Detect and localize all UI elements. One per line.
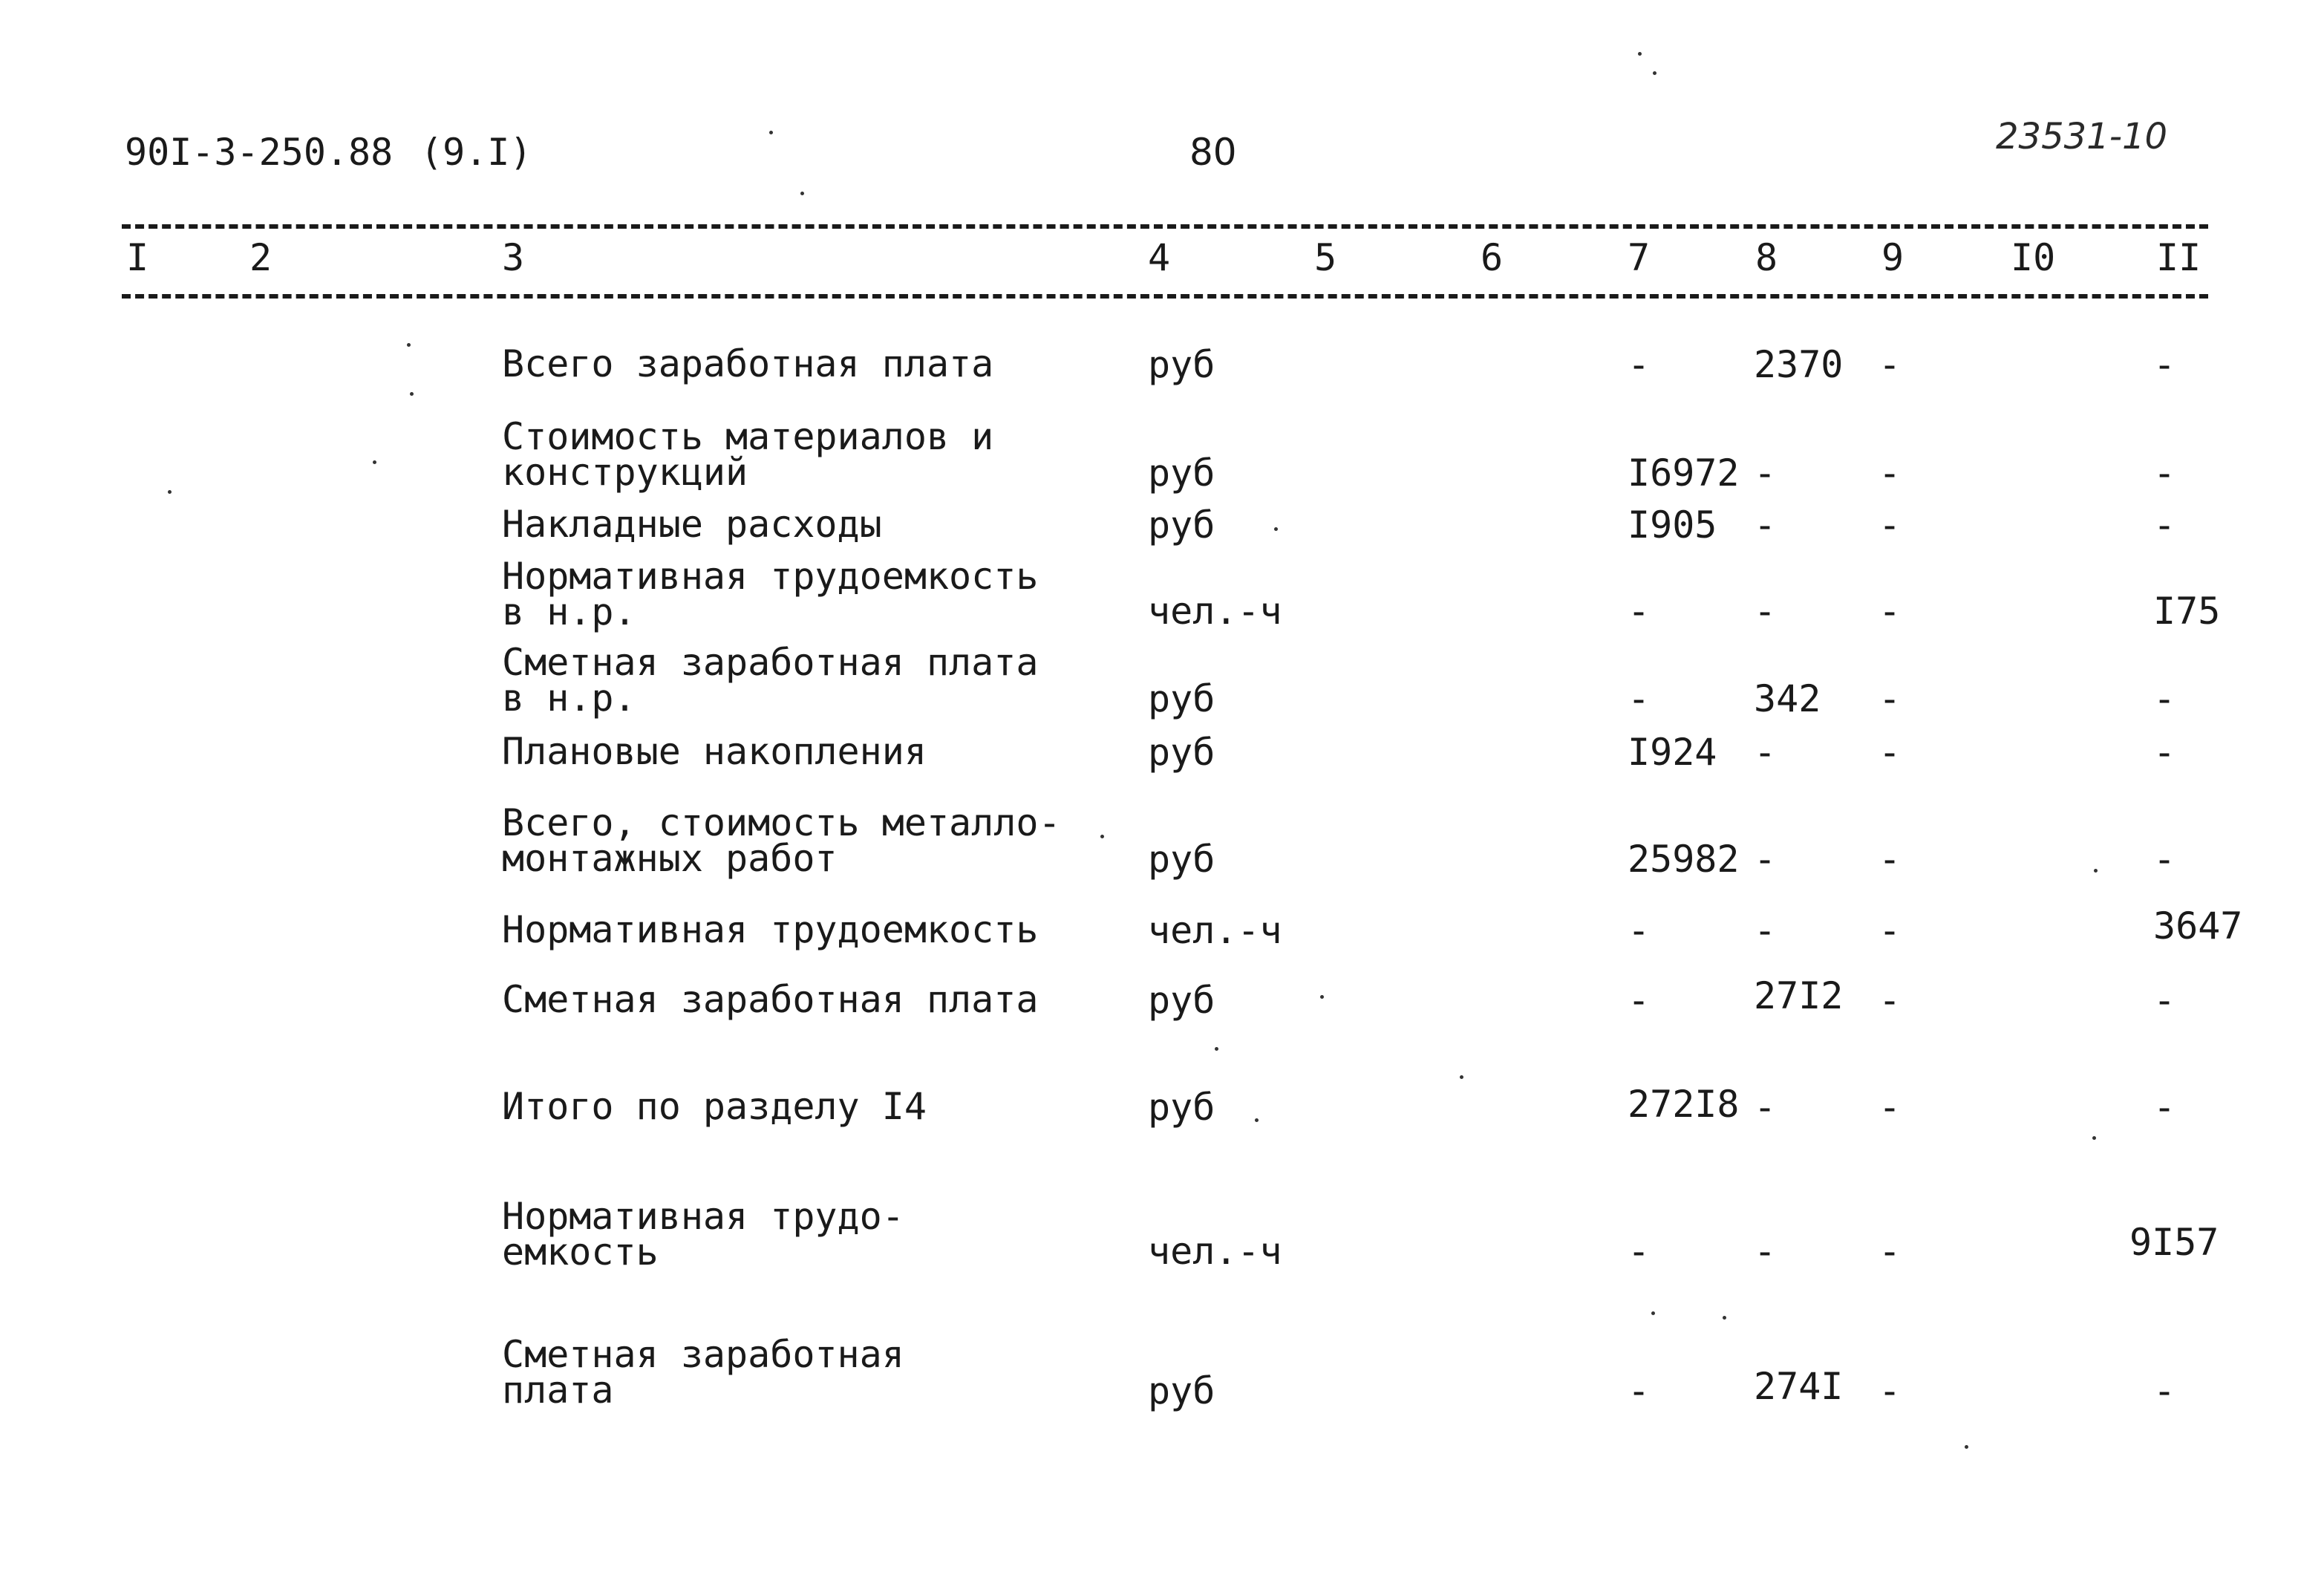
row-value-col8: 342	[1754, 677, 1821, 720]
row-value-col8: -	[1754, 838, 1777, 881]
row-description: Сметная заработная плата	[502, 1333, 904, 1412]
row-unit: чел.-ч	[1148, 590, 1282, 633]
column-number-9: 9	[1881, 236, 1904, 279]
row-value-col8: 27I2	[1754, 974, 1844, 1017]
scan-speck	[1653, 71, 1656, 75]
row-description: Сметная заработная плата в н.р.	[502, 641, 1039, 720]
row-description: Накладные расходы	[502, 503, 882, 546]
scan-speck	[1215, 1047, 1218, 1051]
scan-speck	[1320, 995, 1324, 999]
scan-speck	[1965, 1445, 1968, 1449]
row-value-col8: -	[1754, 590, 1777, 633]
row-value-col11: -	[2153, 451, 2176, 495]
row-description: Плановые накопления	[502, 730, 927, 773]
row-value-col8: 2370	[1754, 343, 1844, 386]
scan-speck	[1460, 1075, 1463, 1079]
row-value-col7: -	[1628, 909, 1651, 952]
row-value-col9: -	[1879, 451, 1902, 495]
row-value-col9: -	[1879, 979, 1902, 1022]
row-value-col9: -	[1879, 1230, 1902, 1273]
header-bottom-rule	[122, 294, 2208, 299]
row-unit: руб	[1148, 979, 1215, 1022]
row-unit: чел.-ч	[1148, 909, 1282, 952]
column-number-8: 8	[1755, 236, 1778, 279]
row-value-col8: -	[1754, 909, 1777, 952]
row-unit: руб	[1148, 677, 1215, 720]
row-value-col7: 272I8	[1628, 1083, 1740, 1126]
row-value-col8: -	[1754, 1086, 1777, 1129]
row-value-col11: -	[2153, 343, 2176, 386]
row-value-col9: -	[1879, 1369, 1902, 1412]
row-value-col8: -	[1754, 451, 1777, 495]
row-value-col7: -	[1628, 590, 1651, 633]
column-number-7: 7	[1628, 236, 1651, 279]
scan-speck	[1638, 52, 1642, 56]
scan-speck	[800, 192, 804, 195]
row-description: Итого по разделу I4	[502, 1085, 927, 1128]
row-value-col7: -	[1628, 343, 1651, 386]
column-number-10: I0	[2011, 236, 2056, 279]
row-description: Нормативная трудо- емкость	[502, 1195, 904, 1274]
scan-speck	[1274, 527, 1278, 531]
row-unit: руб	[1148, 1086, 1215, 1129]
section-code: (9.I)	[420, 131, 532, 174]
row-value-col9: -	[1879, 343, 1902, 386]
row-value-col11: I75	[2153, 590, 2221, 633]
row-value-col11: -	[2153, 979, 2176, 1022]
row-value-col9: -	[1879, 1086, 1902, 1129]
row-value-col7: I905	[1628, 503, 1717, 547]
row-value-col8: -	[1754, 731, 1777, 774]
row-value-col11: -	[2153, 1369, 2176, 1412]
row-unit: руб	[1148, 731, 1215, 774]
column-number-1: I	[126, 236, 149, 279]
scan-speck	[410, 392, 414, 396]
row-value-col7: -	[1628, 1369, 1651, 1412]
column-number-6: 6	[1481, 236, 1504, 279]
scan-speck	[1255, 1118, 1259, 1122]
header-top-rule	[122, 224, 2208, 229]
column-number-11: II	[2156, 236, 2201, 279]
scan-speck	[1723, 1316, 1726, 1320]
row-value-col7: -	[1628, 979, 1651, 1022]
row-value-col9: -	[1879, 909, 1902, 952]
scan-speck	[407, 343, 411, 347]
row-value-col11: 9I57	[2129, 1221, 2219, 1264]
row-value-col11: -	[2153, 503, 2176, 547]
row-description: Нормативная трудоемкость	[502, 908, 1039, 951]
row-value-col7: I924	[1628, 731, 1717, 774]
row-value-col11: -	[2153, 731, 2176, 774]
row-value-col9: -	[1879, 677, 1902, 720]
column-number-4: 4	[1148, 236, 1171, 279]
row-description: Стоимость материалов и конструкций	[502, 415, 994, 494]
row-description: Сметная заработная плата	[502, 978, 1039, 1021]
scan-speck	[168, 490, 172, 494]
row-value-col8: 274I	[1754, 1365, 1844, 1408]
row-value-col9: -	[1879, 838, 1902, 881]
row-value-col11: -	[2153, 677, 2176, 720]
scan-speck	[2094, 869, 2098, 873]
row-unit: руб	[1148, 451, 1215, 495]
column-number-3: 3	[502, 236, 525, 279]
scan-speck	[1100, 835, 1104, 838]
row-unit: чел.-ч	[1148, 1230, 1282, 1273]
row-value-col8: -	[1754, 503, 1777, 547]
row-description: Всего заработная плата	[502, 342, 994, 385]
scan-speck	[1651, 1311, 1655, 1315]
row-value-col7: 25982	[1628, 838, 1740, 881]
row-value-col7: -	[1628, 677, 1651, 720]
row-value-col7: -	[1628, 1230, 1651, 1273]
scan-speck	[2092, 1136, 2096, 1140]
column-number-5: 5	[1314, 236, 1337, 279]
archive-number: 23531-10	[1996, 116, 2168, 157]
row-unit: руб	[1148, 343, 1215, 386]
scan-speck	[373, 460, 376, 464]
row-value-col9: -	[1879, 731, 1902, 774]
row-description: Нормативная трудоемкость в н.р.	[502, 555, 1039, 633]
scan-speck	[769, 131, 773, 134]
row-value-col9: -	[1879, 503, 1902, 547]
row-unit: руб	[1148, 1369, 1215, 1412]
row-description: Всего, стоимость металло- монтажных работ	[502, 801, 1061, 880]
row-value-col11: -	[2153, 1086, 2176, 1129]
row-unit: руб	[1148, 838, 1215, 881]
row-value-col7: I6972	[1628, 451, 1740, 495]
row-value-col9: -	[1879, 590, 1902, 633]
row-value-col11: -	[2153, 838, 2176, 881]
document-code: 90I-3-250.88	[125, 131, 394, 174]
row-unit: руб	[1148, 503, 1215, 547]
row-value-col8: -	[1754, 1230, 1777, 1273]
column-number-2: 2	[249, 236, 272, 279]
page-number: 80	[1189, 131, 1237, 174]
row-value-col11: 3647	[2153, 904, 2243, 948]
